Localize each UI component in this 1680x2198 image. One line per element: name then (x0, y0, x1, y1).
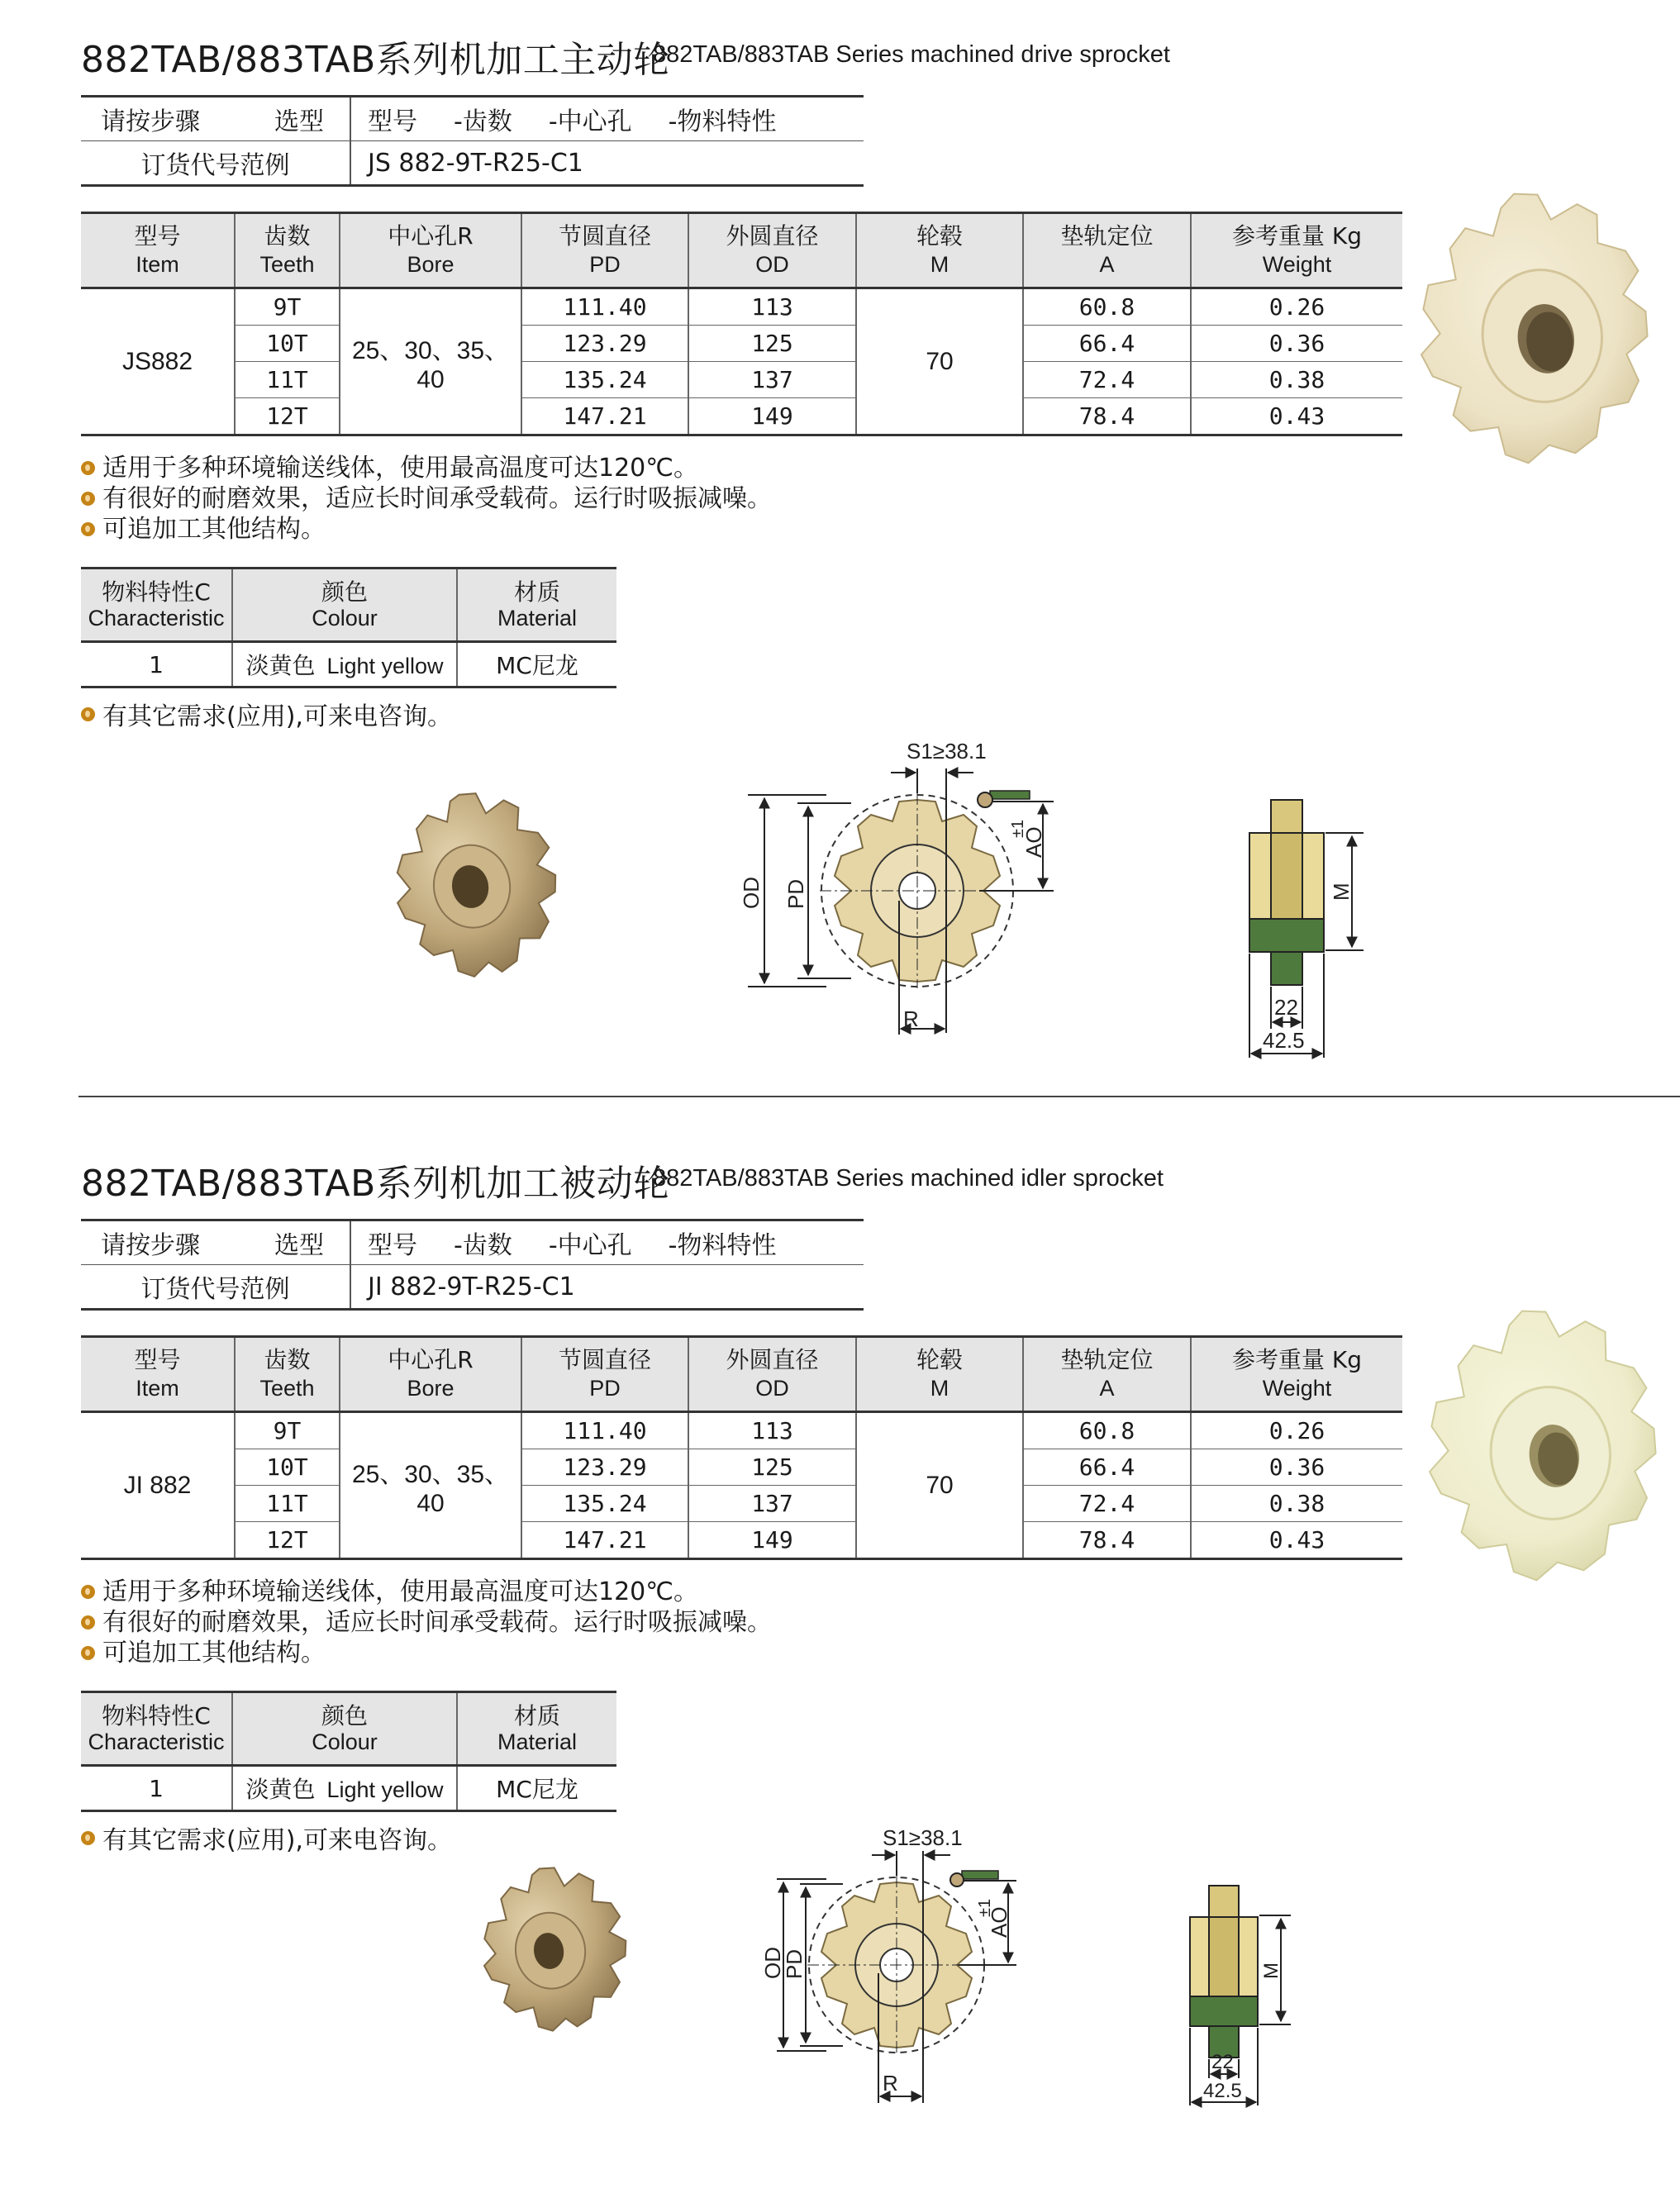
dim-42-5: 42.5 (1263, 1028, 1305, 1053)
a-cell: 72.4 (1023, 1486, 1191, 1522)
dim-22: 22 (1274, 995, 1298, 1020)
a-cell: 60.8 (1023, 288, 1191, 326)
order-example-code: JI 882-9T-R25-C1 (350, 1265, 864, 1310)
material-header: 材质 Material (457, 1692, 616, 1766)
bore-cell: 25、30、35、40 (340, 288, 521, 435)
pd-cell: 111.40 (521, 288, 688, 326)
weight-cell: 0.36 (1191, 1449, 1402, 1486)
section-title-en: 882TAB/883TAB Series machined drive sprocket (653, 41, 1170, 68)
material-code: 1 (81, 642, 232, 687)
spec-header: 节圆直径 PD (521, 1337, 688, 1412)
dim-pd: PD (782, 1948, 807, 1979)
material-header: 颜色 Colour (232, 1692, 457, 1766)
order-field-bore: -中心孔 (548, 107, 632, 136)
dim-r: R (903, 1006, 919, 1031)
list-item: 可追加工其他结构。 (81, 514, 772, 545)
spec-header: 外圆直径 OD (688, 213, 856, 288)
material-header: 物料特性C Characteristic (81, 1692, 232, 1766)
contact-note: 有其它需求(应用),可来电咨询。 (81, 696, 452, 732)
sprocket-side-view (1190, 1886, 1291, 2105)
spec-header: 齿数 Teeth (235, 1337, 340, 1412)
bore-cell: 25、30、35、40 (340, 1412, 521, 1559)
item-cell: JI 882 (81, 1412, 235, 1559)
list-item: 可追加工其他结构。 (81, 1638, 772, 1668)
spec-header: 中心孔R Bore (340, 1337, 521, 1412)
material-header: 颜色 Colour (232, 569, 457, 642)
dim-s1: S1≥38.1 (883, 1825, 963, 1850)
teeth-cell: 12T (235, 1522, 340, 1559)
dim-od: OD (760, 1947, 785, 1979)
order-field-material: -物料特性 (668, 1231, 777, 1260)
od-cell: 125 (688, 1449, 856, 1486)
teeth-cell: 11T (235, 1486, 340, 1522)
teeth-cell: 11T (235, 362, 340, 398)
od-cell: 149 (688, 398, 856, 435)
teeth-cell: 10T (235, 326, 340, 362)
od-cell: 113 (688, 288, 856, 326)
spec-header: 齿数 Teeth (235, 213, 340, 288)
pd-cell: 135.24 (521, 1486, 688, 1522)
dim-pd: PD (783, 878, 808, 909)
material-name: MC尼龙 (457, 1766, 616, 1811)
material-name: MC尼龙 (457, 642, 616, 687)
od-cell: 149 (688, 1522, 856, 1559)
order-field-bore: -中心孔 (548, 1231, 632, 1260)
list-item: 有很好的耐磨效果，适应长时间承受载荷。运行时吸振减噪。 (81, 1607, 772, 1638)
spec-header: 节圆直径 PD (521, 213, 688, 288)
material-code: 1 (81, 1766, 232, 1811)
wear-strip-icon (950, 1871, 998, 1886)
dim-42-5: 42.5 (1203, 2080, 1242, 2102)
order-field-teeth: -齿数 (454, 1231, 512, 1260)
teeth-cell: 12T (235, 398, 340, 435)
contact-note: 有其它需求(应用),可来电咨询。 (81, 1820, 452, 1856)
pd-cell: 135.24 (521, 362, 688, 398)
od-cell: 113 (688, 1412, 856, 1449)
pd-cell: 123.29 (521, 326, 688, 362)
list-item: 有很好的耐磨效果，适应长时间承受载荷。运行时吸振减噪。 (81, 483, 772, 514)
dim-tolerance: ±1 (976, 1898, 994, 1917)
steps-label: 请按步骤 (101, 107, 200, 136)
spec-header: 中心孔R Bore (340, 213, 521, 288)
hub-cell: 70 (856, 1412, 1023, 1559)
spec-header: 型号 Item (81, 1337, 235, 1412)
dim-22: 22 (1211, 2051, 1234, 2073)
weight-cell: 0.43 (1191, 1522, 1402, 1559)
pd-cell: 147.21 (521, 1522, 688, 1559)
spec-header: 轮毂 M (856, 1337, 1023, 1412)
a-cell: 72.4 (1023, 362, 1191, 398)
sprocket-side-view (1249, 800, 1364, 1058)
a-cell: 66.4 (1023, 1449, 1191, 1486)
material-colour: 淡黄色 Light yellow (232, 642, 457, 687)
spec-header: 型号 Item (81, 213, 235, 288)
select-label: 选型 (274, 107, 324, 136)
dim-ao: AO (987, 1906, 1011, 1938)
teeth-cell: 10T (235, 1449, 340, 1486)
hub-cell: 70 (856, 288, 1023, 435)
sprocket-front-view (777, 1851, 1016, 2103)
material-header: 物料特性C Characteristic (81, 569, 232, 642)
a-cell: 60.8 (1023, 1412, 1191, 1449)
dim-r: R (883, 2071, 898, 2096)
weight-cell: 0.26 (1191, 1412, 1402, 1449)
item-cell: JS882 (81, 288, 235, 435)
od-cell: 137 (688, 362, 856, 398)
od-cell: 125 (688, 326, 856, 362)
material-header: 材质 Material (457, 569, 616, 642)
material-colour: 淡黄色 Light yellow (232, 1766, 457, 1811)
select-label: 选型 (274, 1231, 324, 1260)
spec-header: 参考重量 Kg Weight (1191, 213, 1402, 288)
dim-od: OD (739, 877, 764, 909)
order-example-label: 订货代号范例 (81, 141, 350, 186)
spec-header: 垫轨定位 A (1023, 1337, 1191, 1412)
weight-cell: 0.36 (1191, 326, 1402, 362)
dim-m: M (1260, 1962, 1283, 1979)
teeth-cell: 9T (235, 288, 340, 326)
dim-m: M (1329, 883, 1354, 901)
dim-tolerance: ±1 (1009, 819, 1027, 838)
order-field-model: 型号 (368, 107, 417, 136)
section-title-cn: 882TAB/883TAB系列机加工被动轮 (81, 1163, 670, 1205)
section-title-en: 882TAB/883TAB Series machined idler sprocket (653, 1165, 1164, 1192)
list-item: 适用于多种环境输送线体，使用最高温度可达120℃。 (81, 1577, 772, 1607)
dim-ao: AO (1021, 826, 1046, 858)
order-field-material: -物料特性 (668, 107, 777, 136)
weight-cell: 0.26 (1191, 288, 1402, 326)
spec-header: 外圆直径 OD (688, 1337, 856, 1412)
wear-strip-icon (978, 791, 1030, 807)
order-example-label: 订货代号范例 (81, 1265, 350, 1310)
section-title-cn: 882TAB/883TAB系列机加工主动轮 (81, 39, 670, 81)
steps-label: 请按步骤 (101, 1231, 200, 1260)
teeth-cell: 9T (235, 1412, 340, 1449)
spec-header: 垫轨定位 A (1023, 213, 1191, 288)
sprocket-3d-render (469, 1856, 639, 2040)
a-cell: 78.4 (1023, 398, 1191, 435)
order-example-code: JS 882-9T-R25-C1 (350, 141, 864, 186)
a-cell: 78.4 (1023, 1522, 1191, 1559)
order-field-model: 型号 (368, 1231, 417, 1260)
pd-cell: 147.21 (521, 398, 688, 435)
pd-cell: 123.29 (521, 1449, 688, 1486)
dim-s1: S1≥38.1 (907, 739, 987, 764)
weight-cell: 0.43 (1191, 398, 1402, 435)
order-field-teeth: -齿数 (454, 107, 512, 136)
weight-cell: 0.38 (1191, 1486, 1402, 1522)
sprocket-3d-render (381, 781, 570, 987)
spec-header: 参考重量 Kg Weight (1191, 1337, 1402, 1412)
od-cell: 137 (688, 1486, 856, 1522)
pd-cell: 111.40 (521, 1412, 688, 1449)
weight-cell: 0.38 (1191, 362, 1402, 398)
list-item: 适用于多种环境输送线体，使用最高温度可达120℃。 (81, 453, 772, 483)
spec-header: 轮毂 M (856, 213, 1023, 288)
a-cell: 66.4 (1023, 326, 1191, 362)
